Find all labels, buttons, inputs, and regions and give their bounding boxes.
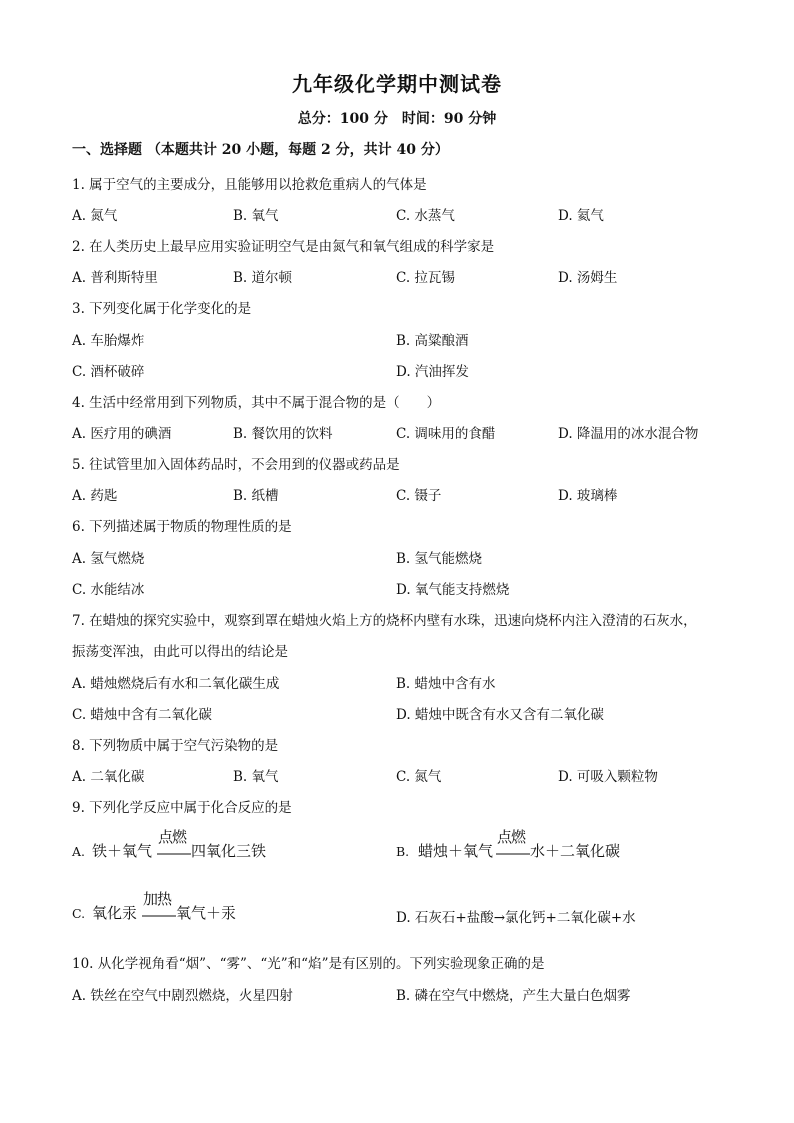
q9-option-a-condition: 点燃: [158, 828, 187, 846]
q1-option-c: C. 水蒸气: [396, 208, 455, 224]
q9-option-c-condition: 加热: [143, 890, 172, 908]
q4-option-c: C. 调味用的食醋: [396, 426, 496, 442]
q2-option-d: D. 汤姆生: [558, 270, 618, 286]
q7-option-b: B. 蜡烛中含有水: [396, 676, 496, 692]
q1-option-d: D. 氦气: [558, 208, 604, 224]
q3-option-b: B. 高粱酿酒: [396, 333, 469, 349]
question-6: 6. 下列描述属于物质的物理性质的是: [72, 519, 292, 535]
question-5: 5. 往试管里加入固体药品时，不会用到的仪器或药品是: [72, 457, 400, 473]
q8-option-b: B. 氧气: [233, 769, 279, 785]
question-1: 1. 属于空气的主要成分，且能够用以抢救危重病人的气体是: [72, 177, 427, 193]
q4-option-d: D. 降温用的冰水混合物: [558, 426, 699, 442]
q2-option-a: A. 普利斯特里: [72, 270, 158, 286]
q9-option-a-products: 四氧化三铁: [191, 842, 267, 860]
q8-option-d: D. 可吸入颗粒物: [558, 769, 658, 785]
q7-option-c: C. 蜡烛中含有二氧化碳: [72, 707, 212, 723]
q1-option-a: A. 氮气: [72, 208, 118, 224]
question-3: 3. 下列变化属于化学变化的是: [72, 301, 252, 317]
page-subtitle: 总分：100 分 时间：90 分钟: [297, 111, 497, 127]
q10-option-b: B. 磷在空气中燃烧，产生大量白色烟雾: [396, 988, 631, 1004]
q2-option-b: B. 道尔顿: [233, 270, 293, 286]
q9-option-b-reactants: 蜡烛＋氧气: [418, 842, 494, 860]
q9-option-b: [0, 828, 794, 868]
q10-option-a: A. 铁丝在空气中剧烈燃烧，火星四射: [72, 988, 293, 1004]
q9-option-d: D. 石灰石+盐酸→氯化钙+二氧化碳+水: [396, 910, 636, 926]
question-2: 2. 在人类历史上最早应用实验证明空气是由氮气和氧气组成的科学家是: [72, 239, 495, 255]
question-4: 4. 生活中经常用到下列物质，其中不属于混合物的是（ ）: [72, 395, 441, 411]
q8-option-a: A. 二氧化碳: [72, 769, 145, 785]
q3-option-c: C. 酒杯破碎: [72, 364, 145, 380]
q6-option-a: A. 氢气燃烧: [72, 551, 145, 567]
q7-option-d: D. 蜡烛中既含有水又含有二氧化碳: [396, 707, 604, 723]
question-9: 9. 下列化学反应中属于化合反应的是: [72, 800, 292, 816]
q7-option-a: A. 蜡烛燃烧后有水和二氧化碳生成: [72, 676, 280, 692]
q2-option-c: C. 拉瓦锡: [396, 270, 455, 286]
q5-option-c: C. 镊子: [396, 488, 442, 504]
q9-option-b-letter: B.: [396, 844, 410, 859]
q5-option-d: D. 玻璃棒: [558, 488, 618, 504]
q5-option-a: A. 药匙: [72, 488, 118, 504]
q1-option-b: B. 氧气: [233, 208, 279, 224]
q9-option-a-letter: A.: [72, 844, 86, 859]
question-7-line-1: 7. 在蜡烛的探究实验中，观察到罩在蜡烛火焰上方的烧杯内壁有水珠，迅速向烧杯内注入澄清的石灰水，: [72, 613, 697, 629]
q6-option-b: B. 氢气能燃烧: [396, 551, 483, 567]
section-heading: 一、选择题 （本题共计 20 小题，每题 2 分，共计 40 分）: [72, 142, 449, 158]
page-title: 九年级化学期中测试卷: [292, 72, 502, 96]
question-7-line-2: 振荡变浑浊，由此可以得出的结论是: [72, 644, 288, 660]
q3-option-a: A. 车胎爆炸: [72, 333, 145, 349]
q9-option-c-products: 氧气＋汞: [176, 904, 237, 922]
q3-option-d: D. 汽油挥发: [396, 364, 469, 380]
question-8: 8. 下列物质中属于空气污染物的是: [72, 738, 279, 754]
question-10: 10. 从化学视角看“烟”、“雾”、“光”和“焰”是有区别的。下列实验现象正确的是: [72, 956, 545, 972]
q6-option-c: C. 水能结冰: [72, 582, 145, 598]
q5-option-b: B. 纸槽: [233, 488, 279, 504]
q4-option-a: A. 医疗用的碘酒: [72, 426, 172, 442]
q8-option-c: C. 氮气: [396, 769, 442, 785]
q9-option-c-reactants: 氧化汞: [92, 904, 138, 922]
q9-option-c-letter: C.: [72, 906, 86, 921]
q6-option-d: D. 氧气能支持燃烧: [396, 582, 510, 598]
q9-option-b-arrow-line: [496, 852, 530, 856]
q9-option-b-products: 水＋二氧化碳: [530, 842, 621, 860]
q9-option-b-condition: 点燃: [497, 828, 526, 846]
q9-option-c-arrow-line: [142, 914, 176, 918]
q9-option-a-reactants: 铁＋氧气: [92, 842, 153, 860]
q4-option-b: B. 餐饮用的饮料: [233, 426, 333, 442]
